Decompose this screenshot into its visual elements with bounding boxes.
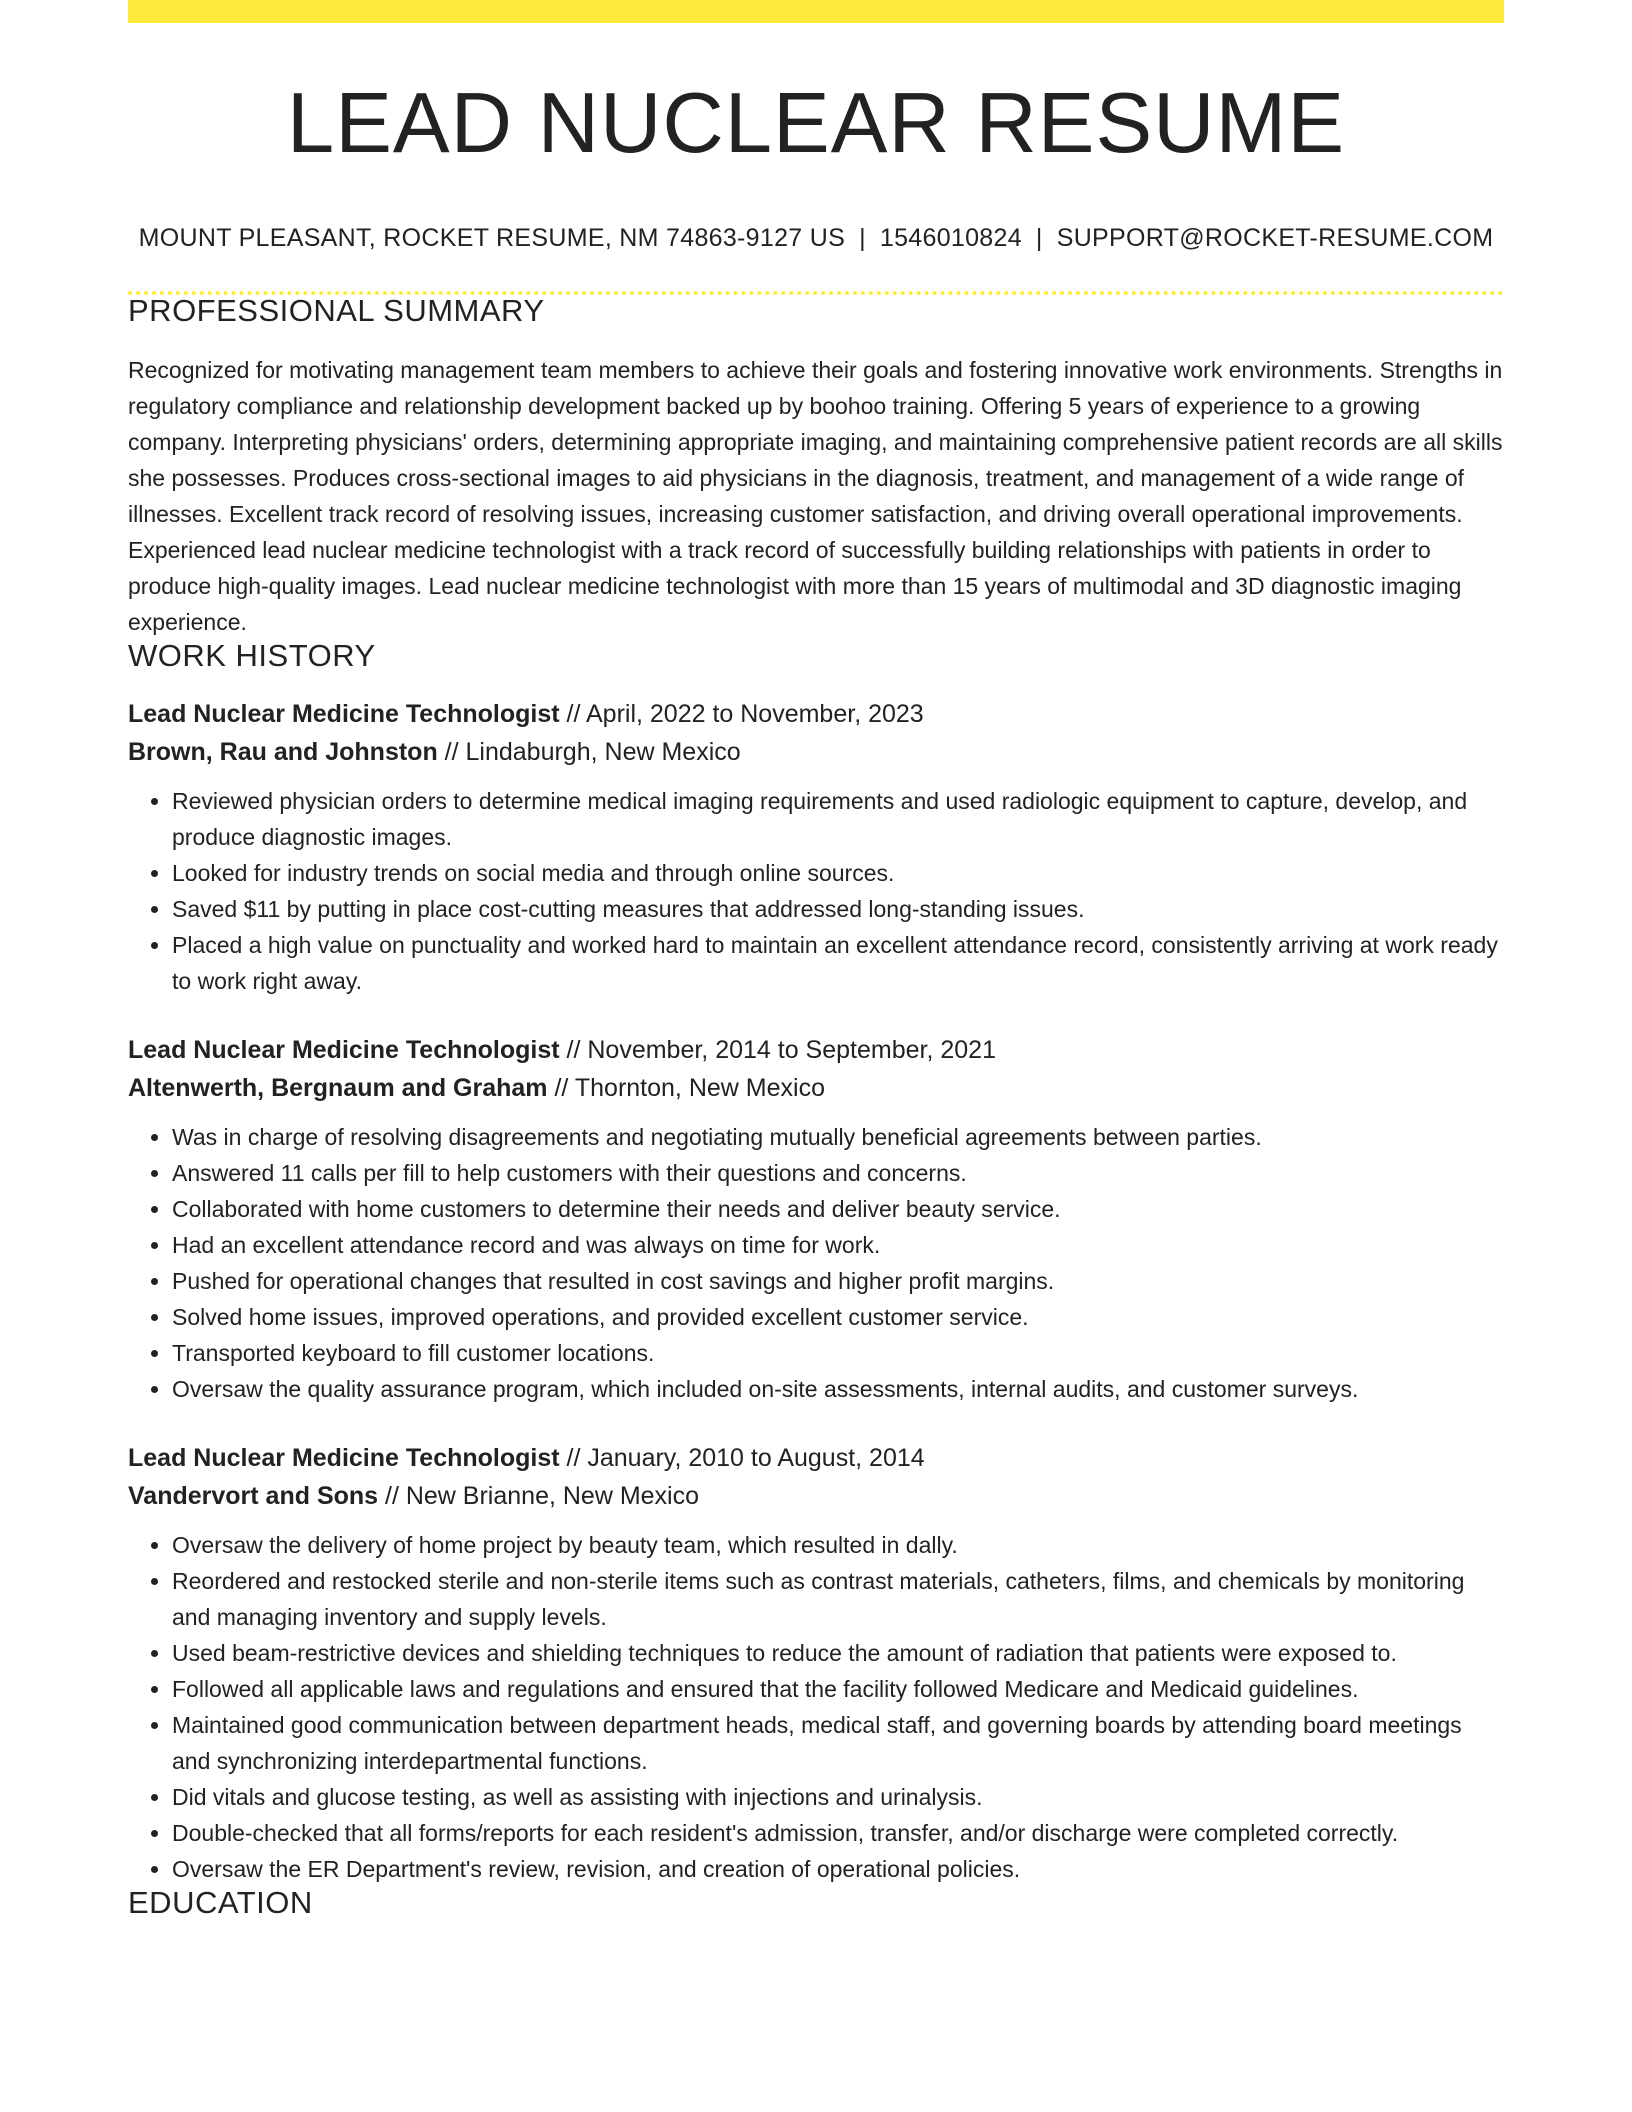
job-dates: // January, 2010 to August, 2014 <box>566 1444 925 1472</box>
resume-page <box>128 0 1504 1918</box>
summary-heading: PROFESSIONAL SUMMARY <box>128 293 545 328</box>
work-history-list <box>128 695 1504 1887</box>
job-company: Vandervort and Sons <box>128 1482 379 1510</box>
contact-address: MOUNT PLEASANT, ROCKET RESUME, NM 74863-9127 US <box>138 224 846 252</box>
contact-line <box>128 226 1504 251</box>
job-company-line <box>128 1069 1504 1107</box>
job-duty-item: • Did vitals and glucose testing, as well as assisting with injections and urinalysis. <box>172 1779 1504 1815</box>
work-history-heading: WORK HISTORY <box>128 638 376 673</box>
job-duty-item: • Oversaw the delivery of home project by beauty team, which resulted in dally. <box>172 1527 1504 1563</box>
job-duty-item: • Followed all applicable laws and regulations and ensured that the facility followed Medicare and Medicaid guidelines. <box>172 1671 1504 1707</box>
contact-separator: | <box>859 224 866 252</box>
job-duties-list <box>128 783 1504 999</box>
job-duties-list <box>128 1527 1504 1887</box>
job-duty-item: • Transported keyboard to fill customer locations. <box>172 1335 1504 1371</box>
job-location: // Lindaburgh, New Mexico <box>444 738 741 766</box>
job-duty-item: • Had an excellent attendance record and was always on time for work. <box>172 1227 1504 1263</box>
job-duty-item: • Placed a high value on punctuality and worked hard to maintain an excellent attendance record, consistently arriving at work ready to work right away. <box>172 927 1504 999</box>
job-duty-item: • Saved $11 by putting in place cost-cutting measures that addressed long-standing issues. <box>172 891 1504 927</box>
job-title-line <box>128 1031 1504 1069</box>
job-duty-item: • Solved home issues, improved operations, and provided excellent customer service. <box>172 1299 1504 1335</box>
job-company: Brown, Rau and Johnston <box>128 738 438 766</box>
job-duty-item: • Reviewed physician orders to determine medical imaging requirements and used radiologic equipment to capture, develop, and produce diagnostic images. <box>172 783 1504 855</box>
job-duty-item: • Collaborated with home customers to determine their needs and deliver beauty service. <box>172 1191 1504 1227</box>
job-entry <box>128 695 1504 999</box>
job-duties-list <box>128 1119 1504 1407</box>
job-duty-item: • Pushed for operational changes that resulted in cost savings and higher profit margins. <box>172 1263 1504 1299</box>
job-company-line <box>128 733 1504 771</box>
education-heading: EDUCATION <box>128 1885 313 1920</box>
contact-email[interactable]: SUPPORT@ROCKET-RESUME.COM <box>1056 224 1494 252</box>
summary-text: Recognized for motivating management team members to achieve their goals and fostering innovative work environments. Strengths in regulatory compliance and relationship development backed up by boohoo training. Offering 5 years of experience to a growing company. Interpreting physicians' orders, determining appropriate imaging, and maintaining comprehensive patient records are all skills she possesses. Produces cross-sectional images to aid physicians in the diagnosis, treatment, and management of a wide range of illnesses. Excellent track record of resolving issues, increasing customer satisfaction, and driving overall operational improvements. Experienced lead nuclear medicine technologist with a track record of successfully building relationships with patients in order to produce high-quality images. Lead nuclear medicine technologist with more than 15 years of multimodal and 3D diagnostic imaging experience. <box>128 357 1503 635</box>
job-dates: // April, 2022 to November, 2023 <box>566 700 924 728</box>
job-dates: // November, 2014 to September, 2021 <box>566 1036 996 1064</box>
job-role: Lead Nuclear Medicine Technologist <box>128 1036 560 1064</box>
job-duty-item: • Double-checked that all forms/reports for each resident's admission, transfer, and/or discharge were completed correctly. <box>172 1815 1504 1851</box>
job-company: Altenwerth, Bergnaum and Graham <box>128 1074 548 1102</box>
job-duty-item: • Oversaw the ER Department's review, revision, and creation of operational policies. <box>172 1851 1504 1887</box>
job-duty-item: • Oversaw the quality assurance program, which included on-site assessments, internal audits, and customer surveys. <box>172 1371 1504 1407</box>
job-role: Lead Nuclear Medicine Technologist <box>128 700 560 728</box>
job-title-line <box>128 1439 1504 1477</box>
job-duty-item: • Was in charge of resolving disagreements and negotiating mutually beneficial agreements between parties. <box>172 1119 1504 1155</box>
job-entry <box>128 1031 1504 1407</box>
job-duty-item: • Maintained good communication between department heads, medical staff, and governing boards by attending board meetings and synchronizing interdepartmental functions. <box>172 1707 1504 1779</box>
contact-separator: | <box>1035 224 1043 252</box>
job-location: // New Brianne, New Mexico <box>385 1482 700 1510</box>
job-entry <box>128 1439 1504 1887</box>
contact-phone: 1546010824 <box>879 224 1022 252</box>
job-duty-item: • Used beam-restrictive devices and shielding techniques to reduce the amount of radiation that patients were exposed to. <box>172 1635 1504 1671</box>
job-duty-item: • Answered 11 calls per fill to help customers with their questions and concerns. <box>172 1155 1504 1191</box>
resume-title: LEAD NUCLEAR RESUME <box>286 76 1346 171</box>
job-company-line <box>128 1477 1504 1515</box>
job-title-line <box>128 695 1504 733</box>
top-accent-bar <box>128 0 1504 23</box>
job-duty-item: • Reordered and restocked sterile and non-sterile items such as contrast materials, catheters, films, and chemicals by monitoring and managing inventory and supply levels. <box>172 1563 1504 1635</box>
job-duty-item: • Looked for industry trends on social media and through online sources. <box>172 855 1504 891</box>
job-location: // Thornton, New Mexico <box>554 1074 825 1102</box>
job-role: Lead Nuclear Medicine Technologist <box>128 1444 560 1472</box>
